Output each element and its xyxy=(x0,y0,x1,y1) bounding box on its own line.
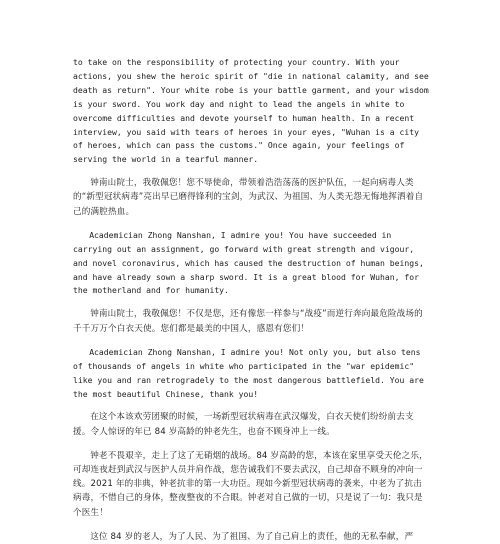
paragraph-en-2: Academician Zhong Nanshan, I admire you! You have succeeded in carrying out an assignment, go forward with great strength and vigour, and novel coronavirus, which has caused the destruction of human beings, and have already sown a sharp sword. It is a great blood for Wuhan, for the motherland and for humanity. xyxy=(73,229,424,296)
paragraph-en-1: to take on the responsibility of protecting your country. With your actions, you shew the heroic spirit of "die in national calamity, and see death as return". Your white robe is your battle garment, and your wisdom is your sword. You work day and night to lead the angels in white to overcome difficulties and devote yourself to human health. In a recent interview, you said with tears of heroes in your eyes, "Wuhan is a city of heroes, which can pass the customs." Once again, your feelings of serving the world in a tearful manner. xyxy=(73,57,429,165)
paragraph-cn-2: 钟南山院士，我敬佩您！不仅是您，还有像您一样参与“战疫”而逆行奔向最危险战场的千千万万个白衣天使。您们都是最美的中国人，感恩有您们！ xyxy=(73,309,423,334)
paragraph-en-3: Academician Zhong Nanshan, I admire you! Not only you, but also tens of thousands of angels in white who participated in the "war epidemic" like you and ran retrogradely to the most dangerous battlefield. You are the most beautiful Chinese, thank you! xyxy=(73,346,424,399)
paragraph-cn-3: 在这个本该欢劳团聚的时候，一场新型冠状病毒在武汉爆发，白衣天使们纷纷前去支援。令人惊讶的年已 84 岁高龄的钟老先生，也奋不顾身冲上一线。 xyxy=(73,412,414,437)
paragraph-cn-5: 这位 84 岁的老人，为了人民、为了祖国、为了自己肩上的责任，他的无私奉献，严 xyxy=(90,531,414,542)
paragraph-cn-1: 钟南山院士，我敬佩您！您不辱使命，带领着浩浩荡荡的医护队伍，一起向病毒人类的“新型冠状病毒”亮出早已磨得锋利的宝剑，为武汉、为祖国、为人类无怨无悔地挥洒着自己的满腔热血。 xyxy=(73,178,424,217)
paragraph-cn-4: 钟老不畏艰辛，走上了这了无硝烟的战场。84 岁高龄的您，本该在家里享受天伦之乐，可却连夜赶到武汉与医护人员并肩作战，您告诫我们不要去武汉，自己却奋不顾身的冲向一线。2021 年的非典，钟老抗非的第一大功臣。现如今新型冠状病毒的袭来，中老为了抗击病毒，不惜自己的身体，整夜整夜的不合眼。钟老对自己做的一切，只是说了一句：我只是个医生！ xyxy=(73,450,428,518)
